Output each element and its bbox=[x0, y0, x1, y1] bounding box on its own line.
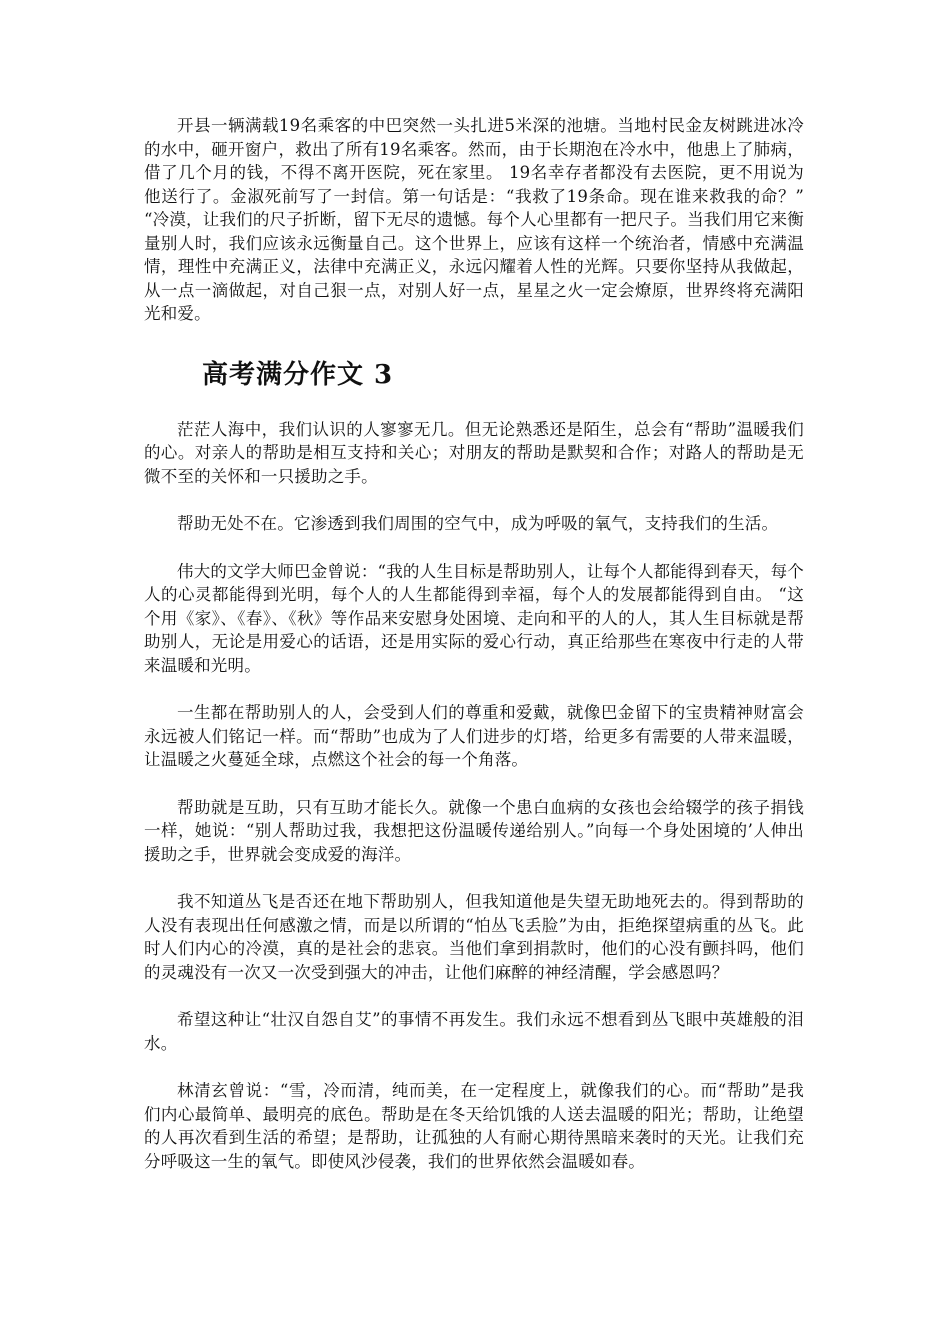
paragraph-1: 茫茫人海中，我们认识的人寥寥无几。但无论熟悉还是陌生，总会有“帮助”温暖我们的心。对亲人的帮助是相互支持和关心；对朋友的帮助是默契和合作；对路人的帮助是无微不至的关怀和一只援助之手。 bbox=[144, 419, 804, 486]
paragraph-3: 伟大的文学大师巴金曾说：“我的人生目标是帮助别人，让每个人都能得到春天，每个人的心灵都能得到光明，每个人的人生都能得到幸福，每个人的发展都能得到自由。 “这个用《家》、《春》、《秋》等作品来安慰身处困境、走向和平的人的人，其人生目标就是帮助别人，无论是用爱心的话语，还是用实际的爱心行动，真正给那些在寒夜中行走的人带来温暖和光明。 bbox=[144, 561, 804, 675]
paragraph-2: 帮助无处不在。它渗透到我们周围的空气中，成为呼吸的氧气，支持我们的生活。 bbox=[177, 514, 779, 533]
intro-paragraph: 开县一辆满载19名乘客的中巴突然一头扎进5米深的池塘。当地村民金友树跳进冰冷的水中，砸开窗户，救出了所有19名乘客。然而，由于长期泡在冷水中，他患上了肺病，借了几个月的钱，不得不离开医院，死在家里。 19名幸存者都没有去医院，更不用说为他送行了。金淑死前写了一封信。第一句话是：“我救了19条命。现在谁来救我的命？” “冷漠，让我们的尺子折断，留下无尽的遗憾。每个人心里都有一把尺子。当我们用它来衡量别人时，我们应该永远衡量自己。这个世界上，应该有这样一个统治者，情感中充满温情，理性中充满正义，法律中充满正义，永远闪耀着人性的光辉。只要你坚持从我做起，从一点一滴做起，对自己狠一点，对别人好一点，星星之火一定会燎原，世界终将充满阳光和爱。 bbox=[144, 116, 804, 323]
paragraph-8: 林清玄曾说：“雪，冷而清，纯而美，在一定程度上，就像我们的心。而“帮助”是我们内心最简单、最明亮的底色。帮助是在冬天给饥饿的人送去温暖的阳光；帮助，让绝望的人再次看到生活的希望；是帮助，让孤独的人有耐心期待黑暗来袭时的天光。让我们充分呼吸这一生的氧气。即使风沙侵袭，我们的世界依然会温暖如春。 bbox=[144, 1081, 804, 1171]
paragraph-6: 我不知道丛飞是否还在地下帮助别人，但我知道他是失望无助地死去的。得到帮助的人没有表现出任何感激之情，而是以所谓的“怕丛飞丢脸”为由，拒绝探望病重的丛飞。此时人们内心的冷漠，真的是社会的悲哀。当他们拿到捐款时，他们的心没有颤抖吗，他们的灵魂没有一次又一次受到强大的冲击，让他们麻醉的神经清醒，学会感恩吗？ bbox=[144, 892, 804, 982]
document-body bbox=[144, 114, 804, 1173]
paragraph-4: 一生都在帮助别人的人，会受到人们的尊重和爱戴，就像巴金留下的宝贵精神财富会永远被人们铭记一样。而“帮助”也成为了人们进步的灯塔，给更多有需要的人带来温暖，让温暖之火蔓延全球，点燃这个社会的每一个角落。 bbox=[144, 703, 804, 769]
essay-heading: 高考满分作文 3 bbox=[202, 359, 394, 390]
paragraph-7: 希望这种让“壮汉自怨自艾”的事情不再发生。我们永远不想看到丛飞眼中英雄般的泪水。 bbox=[144, 1010, 804, 1053]
paragraph-5: 帮助就是互助，只有互助才能长久。就像一个患白血病的女孩也会给辍学的孩子捐钱一样，她说：“别人帮助过我，我想把这份温暖传递给别人。”向每一个身处困境的’人伸出援助之手，世界就会变成爱的海洋。 bbox=[144, 797, 804, 864]
